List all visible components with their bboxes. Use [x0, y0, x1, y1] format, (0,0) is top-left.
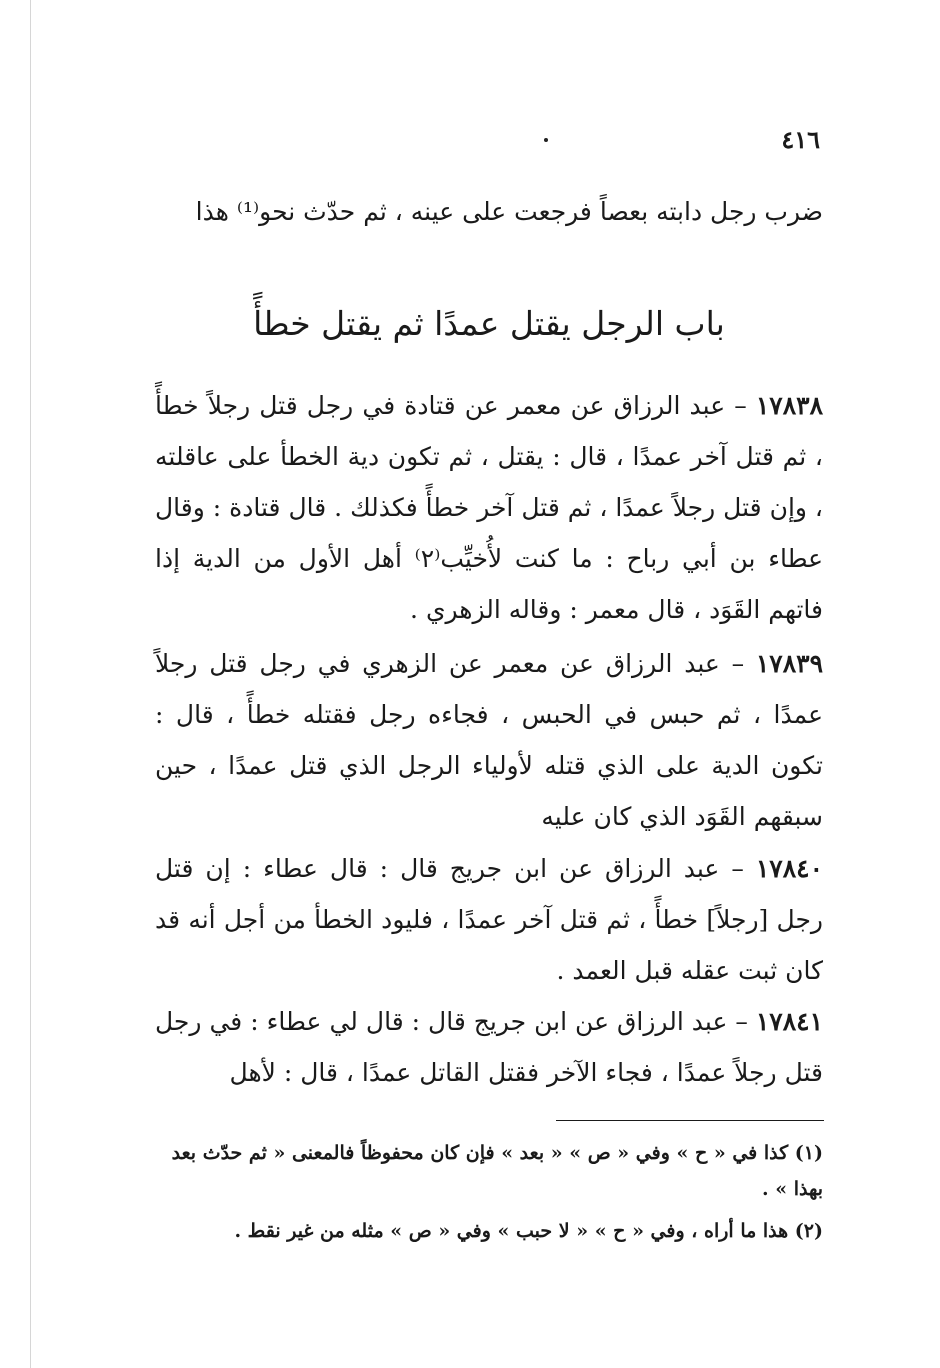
hadith-17841 [155, 996, 823, 1098]
hadith-number: ١٧٨٤٠ [755, 854, 823, 883]
hadith-17838 [155, 380, 823, 635]
footnote-2: (٢) هذا ما أراه ، وفي « ح » « لا حبب » وفي « ص » مثله من غير نقط . [234, 1220, 823, 1242]
hadith-17839 [155, 638, 823, 842]
hadith-number: ١٧٨٣٨ [755, 391, 824, 420]
hadith-text: – عبد الرزاق عن معمر عن قتادة في رجل قتل رجلاً خطأً ، ثم قتل آخر عمدًا ، قال : يقتل ، ثم تكون دية الخطأ على عاقلته ، وإن قتل رجلاً عمدًا ، ثم قتل آخر خطأً فكذلك . قال قتادة : وقال عطاء بن أبي رباح : ما كنت لأُخيِّب⁽٢⁾ أهل الأول من الدية إذا فاتهم القَوَد ، قال معمر : وقاله الزهري . [155, 391, 823, 624]
hadith-text: – عبد الرزاق عن معمر عن الزهري في رجل قتل رجلاً عمدًا ، ثم حبس في الحبس ، فجاءه رجل فقتله خطأً ، قال : تكون الدية على الذي قتله لأولياء الرجل الذي قتل عمدًا ، حين سبقهم القَوَد الذي كان عليه [155, 649, 823, 831]
hadith-text: – عبد الرزاق عن ابن جريج قال : قال عطاء : إن قتل رجل [رجلاً] خطأً ، ثم قتل آخر عمدًا ، فليود الخطأ من أجل أنه قد كان ثبت عقله قبل العمد . [155, 854, 823, 985]
footnote-separator [556, 1120, 824, 1121]
hadith-17840 [155, 843, 823, 996]
hadith-text: – عبد الرزاق عن ابن جريج قال : قال لي عطاء : في رجل قتل رجلاً عمدًا ، فجاء الآخر فقتل القاتل عمدًا ، قال : لأهل [155, 1007, 823, 1087]
ink-dot [544, 138, 548, 142]
footnotes [155, 1135, 823, 1255]
hadith-number: ١٧٨٣٩ [755, 649, 823, 678]
scan-edge-line [30, 0, 31, 1368]
hadith-number: ١٧٨٤١ [755, 1007, 823, 1036]
carry-over-text: ضرب رجل دابته بعصاً فرجعت على عينه ، ثم حدّث نحو⁽¹⁾ هذا [195, 197, 823, 226]
page-number: ٤١٦ [781, 125, 820, 154]
footnote-1: (١) كذا في « ح » وفي « ص » « بعد » فإن كان محفوظاً فالمعنى « ثم حدّث بعد بهذا » . [171, 1142, 823, 1200]
chapter-heading: باب الرجل يقتل عمدًا ثم يقتل خطأً [253, 304, 725, 343]
